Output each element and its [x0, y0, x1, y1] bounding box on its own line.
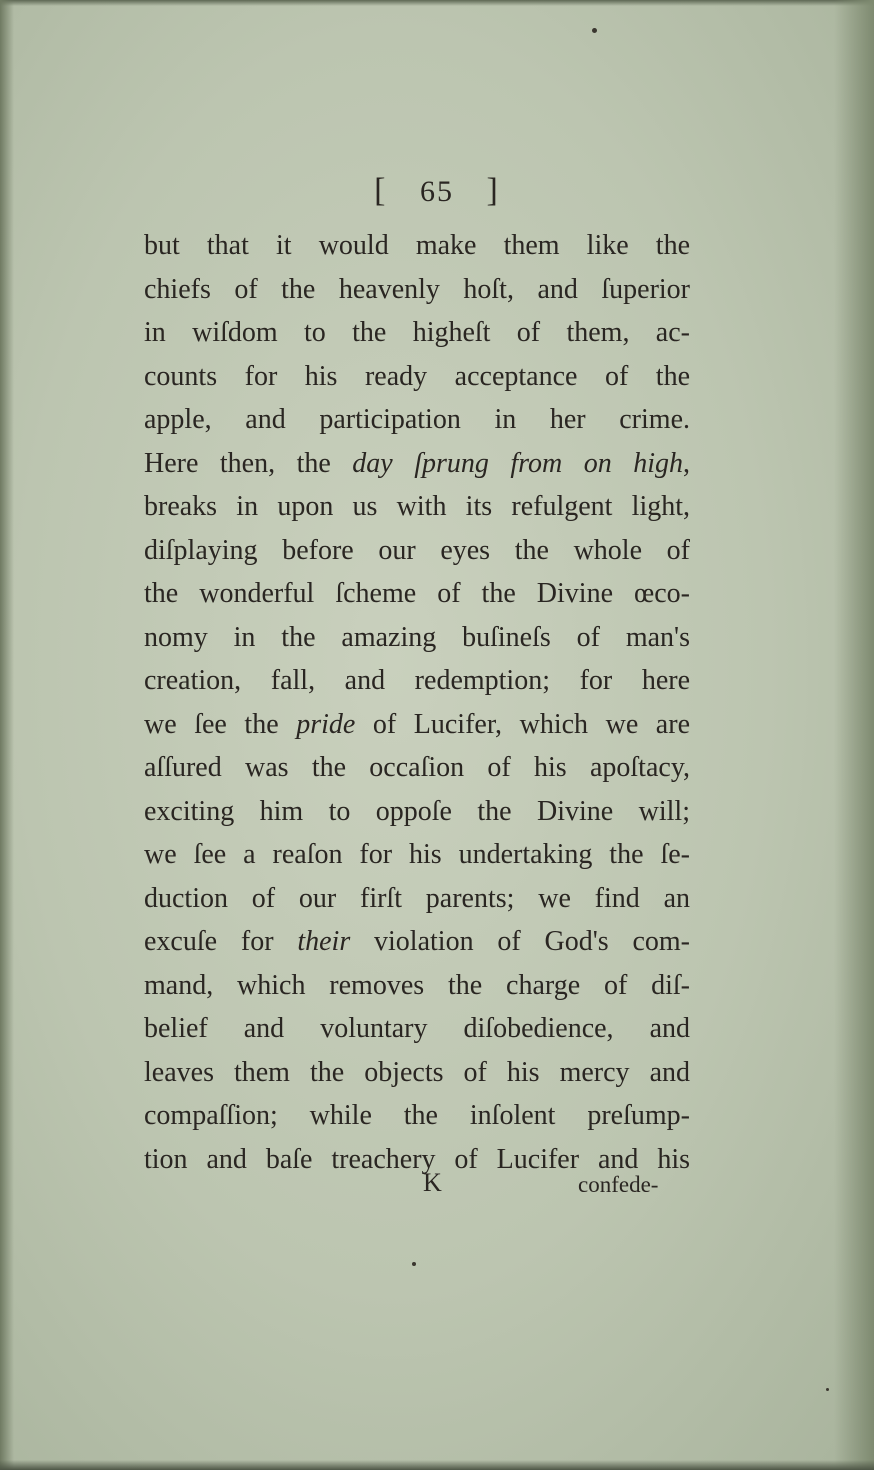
italic-phrase: day ſprung from on high [352, 447, 683, 479]
page-footer [0, 1168, 874, 1208]
text-line: but that it would make them like the [144, 230, 690, 261]
text-line: apple, and participation in her crime. [144, 404, 690, 435]
text-line: compaſſion; while the inſolent preſump- [144, 1100, 690, 1131]
italic-phrase: their [297, 926, 351, 957]
text-line: counts for his ready acceptance of the [144, 360, 690, 392]
header-open-bracket: [ [374, 172, 388, 209]
text-line [144, 442, 690, 486]
text-line: belief and voluntary diſobedience, and [144, 1013, 690, 1044]
text-segment: , [682, 447, 690, 479]
catchword: confede- [578, 1172, 659, 1197]
header-close-bracket: ] [486, 172, 500, 209]
text-line: chiefs of the heavenly hoſt, and ſuperior [144, 273, 690, 305]
page-top-edge [0, 0, 874, 6]
text-line: exciting him to oppoſe the Divine will; [144, 795, 690, 827]
text-line: duction of our firſt parents; we find an [144, 882, 690, 914]
signature-mark: K [423, 1168, 442, 1197]
text-line [144, 703, 690, 747]
page-left-edge [0, 0, 14, 1470]
text-line: we ſee a reaſon for his undertaking the ſe- [144, 839, 690, 870]
text-segment: we ſee the [144, 708, 297, 740]
text-segment: excuſe for [144, 926, 298, 957]
text-line: diſplaying before our eyes the whole of [144, 534, 690, 566]
text-line: nomy in the amazing buſineſs of man's [144, 621, 690, 653]
text-line: leaves them the objects of his mercy and [144, 1056, 690, 1088]
text-line: the wonderful ſcheme of the Divine œco- [144, 578, 690, 609]
paper-speck [592, 28, 597, 33]
text-line: breaks in upon us with its refulgent light, [144, 491, 690, 522]
page-header [0, 172, 874, 210]
paper-speck [412, 1262, 416, 1266]
text-line: creation, fall, and redemption; for here [144, 665, 690, 696]
text-line: in wiſdom to the higheſt of them, ac- [144, 317, 690, 348]
text-line: mand, which removes the charge of diſ- [144, 969, 690, 1001]
text-line: tion and baſe treachery of Lucifer and his [144, 1143, 690, 1175]
page-number: 65 [420, 175, 454, 208]
italic-phrase: pride [296, 708, 356, 740]
text-segment: of Lucifer, which we are [355, 708, 690, 740]
page-right-edge [834, 0, 874, 1470]
body-text [144, 224, 690, 1181]
text-segment: Here then, the [144, 447, 353, 479]
paper-speck [826, 1388, 829, 1391]
text-line [144, 920, 690, 964]
text-line: aſſured was the occaſion of his apoſtacy, [144, 752, 690, 783]
text-segment: violation of God's com- [350, 926, 690, 957]
page-bottom-edge [0, 1460, 874, 1470]
